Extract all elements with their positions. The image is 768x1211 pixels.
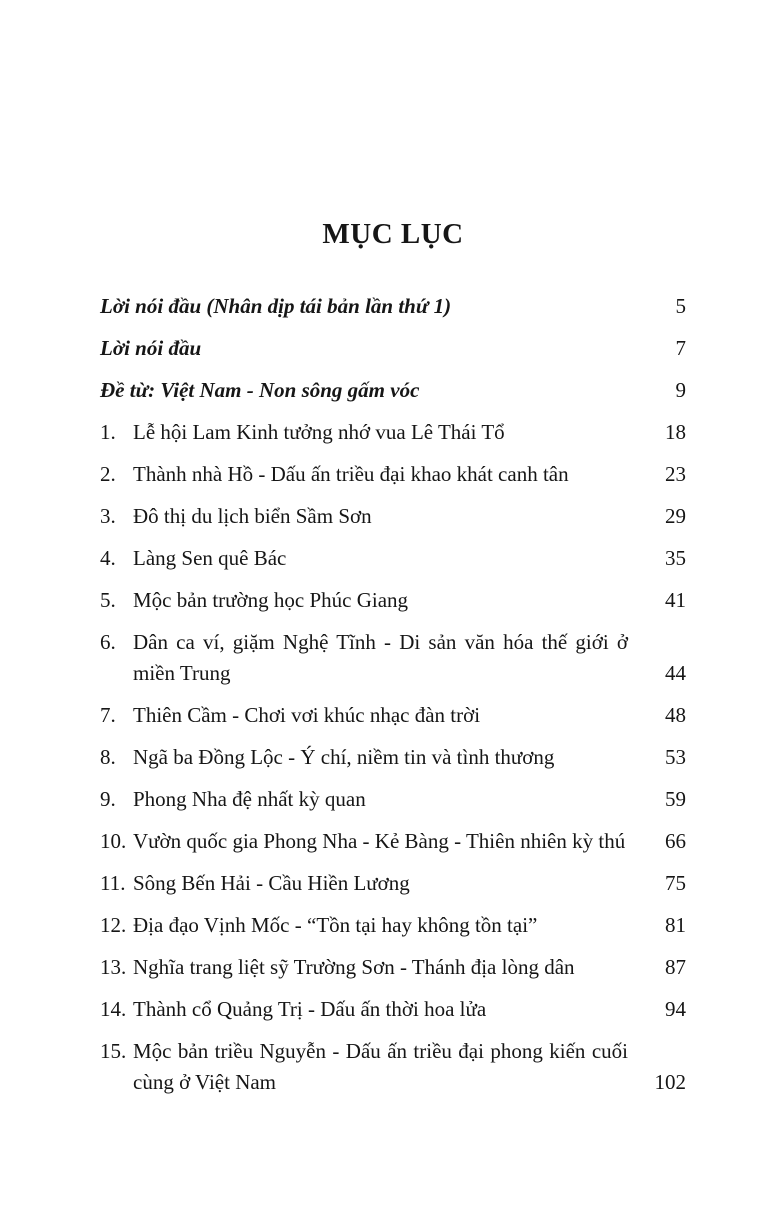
toc-entry-number: 3. <box>100 504 116 528</box>
toc-entry-number: 8. <box>100 745 116 769</box>
toc-page-number: 41 <box>665 588 686 612</box>
toc-page-number: 59 <box>665 787 686 811</box>
toc-entry-row <box>100 742 686 773</box>
toc-entry-title: Mộc bản triều Nguyễn - Dấu ấn triều đại phong kiến cuối cùng ở Việt Nam <box>133 1039 628 1094</box>
toc-entry-number: 10. <box>100 829 127 853</box>
front-matter-list <box>100 291 686 406</box>
toc-entry-number: 12. <box>100 913 127 937</box>
toc-entry-list <box>100 417 686 1098</box>
toc-entry-row <box>100 459 686 490</box>
toc-page-number: 9 <box>675 378 686 402</box>
toc-entry-row <box>100 501 686 532</box>
toc-page-number: 94 <box>665 997 686 1021</box>
toc-entry-title: Mộc bản trường học Phúc Giang <box>133 588 409 612</box>
toc-entry-number: 14. <box>100 997 127 1021</box>
toc-page-number: 23 <box>665 462 686 486</box>
toc-front-matter-label: Lời nói đầu <box>100 336 202 360</box>
toc-entry-row <box>100 1036 686 1098</box>
toc-entry-row <box>100 868 686 899</box>
page-title: MỤC LỤC <box>322 218 464 250</box>
toc-front-matter-label: Đề từ: Việt Nam - Non sông gấm vóc <box>100 378 420 402</box>
toc-front-matter-row <box>100 375 686 406</box>
toc-page-number: 66 <box>665 829 686 853</box>
toc-entry-title: Phong Nha đệ nhất kỳ quan <box>133 787 366 811</box>
toc-entry-row <box>100 585 686 616</box>
toc-page-number: 44 <box>665 661 686 685</box>
toc-page-number: 18 <box>665 420 686 444</box>
toc-entry-row <box>100 826 686 857</box>
toc-entry-number: 1. <box>100 420 116 444</box>
toc-entry-title: Làng Sen quê Bác <box>133 546 287 570</box>
toc-entry-number: 13. <box>100 955 127 979</box>
toc-entry-row <box>100 700 686 731</box>
toc-page-number: 53 <box>665 745 686 769</box>
toc-entry-title: Ngã ba Đồng Lộc - Ý chí, niềm tin và tình thương <box>133 745 555 769</box>
toc-entry-title: Sông Bến Hải - Cầu Hiền Lương <box>133 871 410 895</box>
toc-entry-row <box>100 417 686 448</box>
toc-page-number: 35 <box>665 546 686 570</box>
toc-page-number: 102 <box>654 1070 686 1094</box>
toc-entry-title: Địa đạo Vịnh Mốc - “Tồn tại hay không tồn tại” <box>133 913 538 937</box>
toc-page-number: 7 <box>675 336 686 360</box>
toc-entry-title: Đô thị du lịch biển Sầm Sơn <box>133 504 372 528</box>
toc-entry-title: Thành nhà Hồ - Dấu ấn triều đại khao khát canh tân <box>133 462 569 486</box>
toc-entry-number: 7. <box>100 703 116 727</box>
toc-entry-row <box>100 627 686 689</box>
toc-page-number: 5 <box>675 294 686 318</box>
toc-page-number: 87 <box>665 955 686 979</box>
toc-entry-title: Dân ca ví, giặm Nghệ Tĩnh - Di sản văn hóa thế giới ở miền Trung <box>133 630 628 685</box>
toc-entry-row <box>100 784 686 815</box>
toc-entry-title: Thiên Cầm - Chơi vơi khúc nhạc đàn trời <box>133 703 481 727</box>
toc-front-matter-label: Lời nói đầu (Nhân dịp tái bản lần thứ 1) <box>100 294 452 318</box>
toc-front-matter-row <box>100 291 686 322</box>
toc-entry-row <box>100 952 686 983</box>
toc-entry-row <box>100 543 686 574</box>
toc-entry-row <box>100 994 686 1025</box>
toc-entry-number: 9. <box>100 787 116 811</box>
toc-entry-number: 11. <box>100 871 126 895</box>
toc-entry-title: Thành cổ Quảng Trị - Dấu ấn thời hoa lửa <box>133 997 487 1021</box>
toc-entry-number: 4. <box>100 546 116 570</box>
toc-page-number: 29 <box>665 504 686 528</box>
toc-entry-title: Lễ hội Lam Kinh tưởng nhớ vua Lê Thái Tổ <box>133 420 505 444</box>
toc-entry-row <box>100 910 686 941</box>
toc-entry-number: 15. <box>100 1039 127 1063</box>
toc-entry-number: 2. <box>100 462 116 486</box>
toc-entry-title: Vườn quốc gia Phong Nha - Kẻ Bàng - Thiên nhiên kỳ thú <box>133 829 626 853</box>
toc-page-number: 75 <box>665 871 686 895</box>
toc-entry-number: 5. <box>100 588 116 612</box>
toc-page-number: 48 <box>665 703 686 727</box>
toc-entry-title: Nghĩa trang liệt sỹ Trường Sơn - Thánh địa lòng dân <box>133 955 575 979</box>
toc-entry-number: 6. <box>100 630 116 654</box>
toc-page-number: 81 <box>665 913 686 937</box>
toc-front-matter-row <box>100 333 686 364</box>
